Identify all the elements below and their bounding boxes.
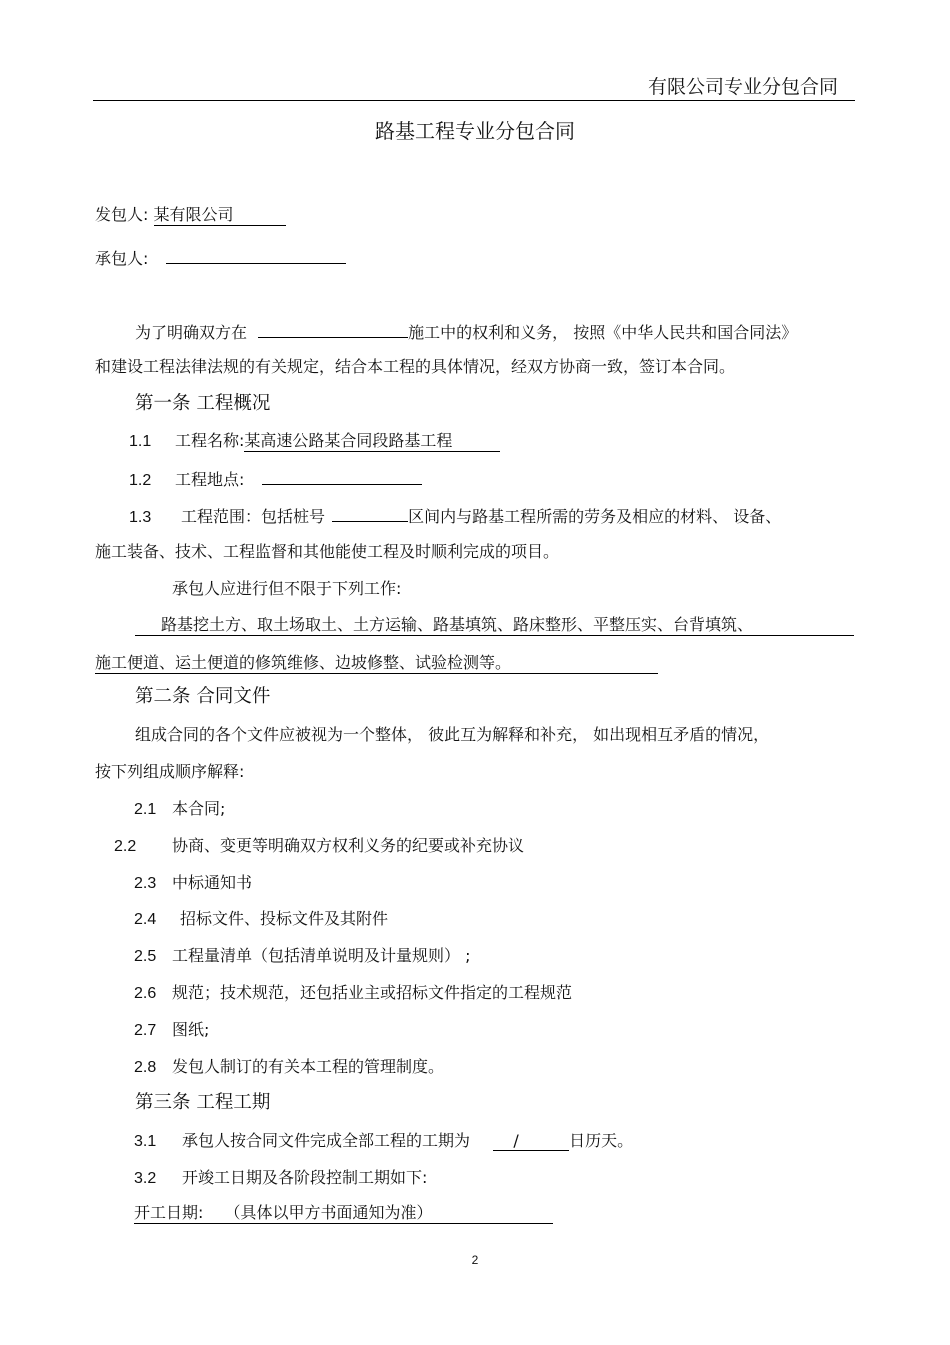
intro-line-2: 和建设工程法律法规的有关规定，结合本工程的具体情况，经双方协商一致，签订本合同。 bbox=[95, 357, 736, 376]
list-item bbox=[134, 796, 225, 819]
item-1-3-rest: 区间内与路基工程所需的劳务及相应的材料、 设备、 bbox=[408, 507, 782, 526]
item-1-3-line-2: 施工装备、技术、工程监督和其他能使工程及时顺利完成的项目。 bbox=[95, 542, 560, 561]
work-line-1: 路基挖土方、取土场取土、土方运输、路基填筑、路床整形、平整压实、台背填筑、 bbox=[135, 612, 854, 636]
chainage-blank bbox=[332, 502, 408, 522]
list-item bbox=[134, 906, 388, 929]
item-1-1-num: 1.1 bbox=[129, 433, 152, 450]
item-3-2 bbox=[134, 1165, 427, 1188]
list-item bbox=[134, 1054, 444, 1077]
intro-text-b: 施工中的权利和义务， 按照《中华人民共和国合同法》 bbox=[408, 323, 798, 342]
duration-blank: / bbox=[493, 1131, 569, 1151]
item-1-2 bbox=[129, 465, 422, 490]
item-1-1-value: 某高速公路某合同段路基工程 bbox=[244, 428, 500, 452]
list-item-num: 2.7 bbox=[134, 1022, 157, 1039]
work-line-2: 施工便道、运土便道的修筑维修、边坡修整、试验检测等。 bbox=[95, 650, 658, 674]
employer-line bbox=[95, 202, 286, 226]
list-item-text: 规范；技术规范，还包括业主或招标文件指定的工程规范 bbox=[172, 983, 573, 1002]
item-1-2-label: 工程地点: bbox=[175, 470, 245, 489]
contractor-blank bbox=[166, 244, 346, 264]
page-header: 有限公司专业分包合同 bbox=[647, 76, 838, 98]
item-3-1-text-b: 日历天。 bbox=[569, 1131, 634, 1150]
employer-value: 某有限公司 bbox=[154, 202, 286, 226]
article-2-para-line-1: 组成合同的各个文件应被视为一个整体， 彼此互为解释和补充， 如出现相互矛盾的情况， bbox=[135, 725, 770, 744]
contractor-label: 承包人: bbox=[95, 249, 149, 268]
list-item-text: 招标文件、投标文件及其附件 bbox=[180, 909, 389, 928]
article-3-heading: 第三条 工程工期 bbox=[135, 1092, 271, 1113]
list-item bbox=[134, 1017, 209, 1040]
list-item-text: 发包人制订的有关本工程的管理制度。 bbox=[172, 1057, 445, 1076]
item-3-1-text-a: 承包人按合同文件完成全部工程的工期为 bbox=[182, 1131, 471, 1150]
item-1-3-num: 1.3 bbox=[129, 509, 152, 526]
list-item-text: 中标通知书 bbox=[172, 873, 253, 892]
list-item bbox=[134, 943, 470, 966]
intro-text-a: 为了明确双方在 bbox=[135, 323, 248, 342]
list-item-text: 本合同; bbox=[172, 799, 226, 818]
list-item-num: 2.2 bbox=[114, 838, 137, 855]
item-1-1-label: 工程名称: bbox=[175, 431, 245, 450]
list-item-num: 2.4 bbox=[134, 911, 157, 928]
list-item-num: 2.1 bbox=[134, 801, 157, 818]
list-item bbox=[134, 980, 572, 1003]
list-item bbox=[134, 870, 252, 893]
contractor-line bbox=[95, 244, 346, 269]
start-date-label: 开工日期: bbox=[134, 1203, 204, 1222]
intro-line-1 bbox=[135, 318, 797, 343]
document-title: 路基工程专业分包合同 bbox=[375, 119, 575, 143]
work-intro: 承包人应进行但不限于下列工作: bbox=[172, 579, 402, 598]
item-3-1 bbox=[134, 1128, 633, 1151]
start-date-value: （具体以甲方书面通知为准） bbox=[224, 1203, 433, 1222]
employer-label: 发包人: bbox=[95, 205, 149, 224]
list-item-text: 工程量清单（包括清单说明及计量规则） ; bbox=[172, 946, 471, 965]
list-item-text: 协商、变更等明确双方权利义务的纪要或补充协议 bbox=[172, 836, 525, 855]
item-1-3-label: 工程范围：包括桩号 bbox=[181, 507, 326, 526]
page-number: 2 bbox=[471, 1253, 479, 1267]
article-1-heading: 第一条 工程概况 bbox=[135, 393, 271, 414]
item-3-1-num: 3.1 bbox=[134, 1133, 157, 1150]
item-1-1 bbox=[129, 428, 500, 452]
article-2-heading: 第二条 合同文件 bbox=[135, 686, 271, 707]
item-3-2-num: 3.2 bbox=[134, 1170, 157, 1187]
list-item-num: 2.3 bbox=[134, 875, 157, 892]
list-item-num: 2.5 bbox=[134, 948, 157, 965]
start-date-line bbox=[134, 1200, 553, 1224]
list-item-text: 图纸; bbox=[172, 1020, 210, 1039]
list-item-num: 2.8 bbox=[134, 1059, 157, 1076]
project-name-blank bbox=[258, 318, 408, 338]
header-rule bbox=[93, 100, 855, 101]
item-1-3 bbox=[129, 502, 781, 527]
list-item-num: 2.6 bbox=[134, 985, 157, 1002]
article-2-para-line-2: 按下列组成顺序解释: bbox=[95, 762, 245, 781]
list-item bbox=[114, 833, 524, 856]
item-1-2-num: 1.2 bbox=[129, 472, 152, 489]
item-3-2-text: 开竣工日期及各阶段控制工期如下: bbox=[182, 1168, 428, 1187]
location-blank bbox=[262, 465, 422, 485]
